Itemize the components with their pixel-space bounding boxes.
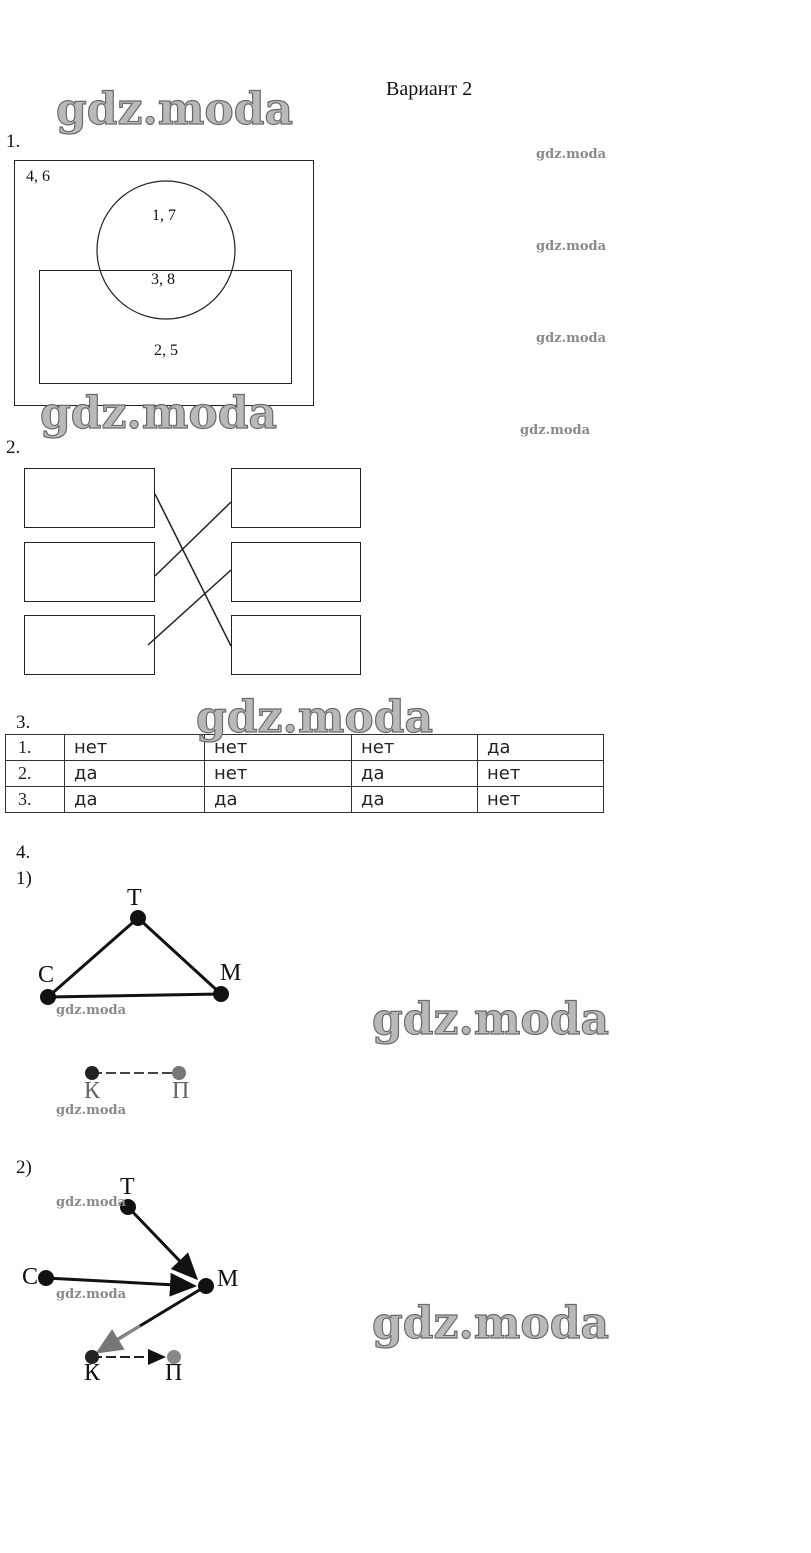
table-cell: да	[478, 735, 604, 761]
task1-rect-label: 2, 5	[154, 342, 178, 359]
watermark-small: gdz.moda	[536, 147, 607, 162]
table-cell: нет	[478, 761, 604, 787]
watermark-small: gdz.moda	[56, 1103, 127, 1118]
graph2-edge-t-m	[128, 1207, 196, 1278]
task1-outer-label: 4, 6	[26, 168, 50, 185]
table-cell: нет	[205, 735, 352, 761]
watermark-small: gdz.moda	[56, 1287, 127, 1302]
table-cell: да	[352, 787, 478, 813]
watermark-small: gdz.moda	[56, 1195, 127, 1210]
watermark: gdz.moda	[40, 388, 278, 439]
graph1-label-t: Т	[127, 885, 142, 911]
graph2-edge-m-k-grey	[98, 1326, 140, 1352]
table-cell: да	[65, 761, 205, 787]
watermark-small: gdz.moda	[520, 423, 591, 438]
table-cell: нет	[65, 735, 205, 761]
graph2-node-m	[198, 1278, 214, 1294]
table-cell: да	[205, 787, 352, 813]
graph1-label-m: М	[220, 960, 242, 986]
task4-sub1-label: 1)	[16, 868, 32, 889]
table-cell: да	[352, 761, 478, 787]
table-cell: 2.	[6, 761, 65, 787]
task1-number: 1.	[6, 131, 21, 152]
watermark: gdz.moda	[196, 692, 434, 743]
table-cell: 3.	[6, 787, 65, 813]
watermark: gdz.moda	[56, 84, 294, 135]
page-title: Вариант 2	[386, 78, 473, 100]
graph2-edge-c-m	[46, 1278, 194, 1286]
watermark: gdz.moda	[372, 994, 610, 1045]
task4-number: 4.	[16, 842, 31, 863]
table-cell: нет	[205, 761, 352, 787]
task2-number: 2.	[6, 437, 21, 458]
graph2-label-k: К	[84, 1360, 101, 1386]
task1-intersection-label: 3, 8	[151, 271, 175, 288]
graph1-label-p: П	[172, 1078, 190, 1104]
graph1-label-k: К	[84, 1078, 101, 1104]
watermark-small: gdz.moda	[536, 331, 607, 346]
graph2-label-t: Т	[120, 1174, 135, 1200]
graph2-label-p: П	[165, 1360, 183, 1386]
table-cell: 1.	[6, 735, 65, 761]
graph2-node-c	[38, 1270, 54, 1286]
task3-number: 3.	[16, 712, 31, 733]
graph2-label-c: С	[22, 1264, 39, 1290]
task4-sub2-label: 2)	[16, 1157, 32, 1178]
table-cell: да	[65, 787, 205, 813]
watermark-small: gdz.moda	[56, 1003, 127, 1018]
graph1-label-c: С	[38, 962, 55, 988]
watermark-small: gdz.moda	[536, 239, 607, 254]
watermark: gdz.moda	[372, 1298, 610, 1349]
task1-circle-label: 1, 7	[152, 207, 176, 224]
table-cell: нет	[352, 735, 478, 761]
graph2-label-m: М	[217, 1266, 239, 1292]
table-cell: нет	[478, 787, 604, 813]
